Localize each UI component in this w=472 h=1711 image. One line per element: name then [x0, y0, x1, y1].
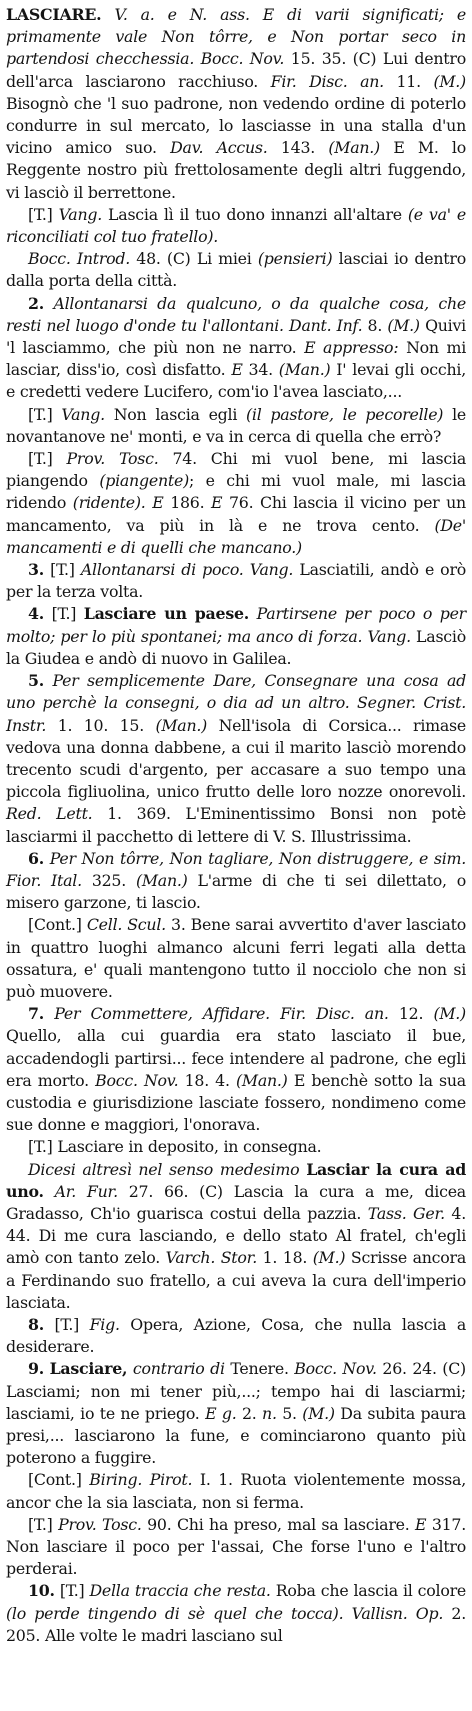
citation-ref: Dant. Inf.: [289, 315, 363, 335]
text: Lasciare in deposito, in consegna.: [57, 1137, 322, 1157]
sense-number: 3.: [28, 560, 44, 580]
sense-3: [6, 559, 466, 603]
gloss: E: [211, 493, 223, 513]
sense-10: [6, 1580, 466, 1647]
gloss: (pensieri): [257, 249, 333, 269]
citation-ref: Bocc. Nov.: [95, 1070, 179, 1090]
paragraph: [6, 1469, 466, 1513]
quote: 1. 369. L'Eminentissimo Bonsi non potè lasciarmi il pacchetto di lettere di V. S. Illustrissima.: [6, 804, 466, 846]
source-tag: [T.]: [28, 1137, 53, 1157]
quote: Lascia la cura a me, dicea Gradasso, Ch'io guarisca costui della pazzia.: [6, 1181, 466, 1223]
paragraph: [6, 248, 466, 292]
gloss: (e va' e riconciliati col tuo fratello).: [6, 204, 466, 247]
text: 1. 10. 15.: [57, 715, 144, 735]
gloss: (lo perde tingendo di sè quel che tocca).: [6, 1603, 344, 1623]
source-tag: (C): [352, 49, 377, 69]
paragraph: [6, 448, 466, 559]
gloss: n.: [262, 1403, 277, 1423]
text: 34.: [248, 360, 273, 380]
source-tag: [T.]: [50, 560, 75, 580]
text: 26. 24.: [382, 1359, 437, 1379]
sense-definition: contrario di: [132, 1359, 225, 1379]
sense-number: 2.: [28, 293, 44, 313]
citation-ref: Varch. Stor.: [165, 1248, 257, 1268]
gloss: E appresso:: [304, 338, 399, 358]
quote: 3. Bene sarai avvertito d'aver lasciato in quattro luoghi almanco alcuni ferri legati alla detta ossatura, e' quali mantengono tutto il nocciolo che non si può muovere.: [6, 915, 466, 1001]
citation-ref: Vang.: [61, 404, 105, 424]
source-tag: (M.): [387, 315, 420, 335]
headword: LASCIARE.: [6, 5, 102, 24]
quote: Lui dentro dell'arca lasciarono racchiuso.: [6, 49, 466, 91]
citation-ref: Ar. Fur.: [54, 1181, 118, 1201]
phrase: Lasciar la cura ad uno.: [6, 1159, 466, 1201]
source-tag: [T.]: [54, 1314, 80, 1334]
citation-ref: Vang.: [249, 560, 294, 580]
source-tag: (M.): [312, 1248, 346, 1268]
quote: Quivi 'l lasciammo, che più non ne narro.: [6, 315, 466, 358]
source-tag: [Cont.]: [28, 1470, 82, 1490]
source-tag: (Man.): [155, 715, 208, 735]
citation-ref: Segner. Crist. Instr.: [6, 693, 466, 735]
paragraph: [6, 1136, 466, 1158]
sense-definition: Partirsene per poco o per molto; per lo più spontanei; ma anco di forza.: [6, 604, 466, 646]
entry-definition-paragraph: [6, 4, 466, 204]
definition-intro: E di varii significati; e primamente vale Non tôrre, e Non portar seco in partendosi checchessia.: [6, 5, 466, 69]
source-tag: (M.): [433, 1004, 466, 1024]
sense-number: 9.: [28, 1359, 44, 1379]
text: 27. 66.: [128, 1181, 189, 1201]
quote: lasciai io dentro dalla porta della città.: [6, 249, 466, 291]
paragraph: [6, 914, 466, 1003]
source-tag: (Man.): [135, 870, 188, 890]
text: 8.: [367, 315, 383, 335]
citation-ref: Red. Lett.: [6, 804, 93, 824]
source-tag: [T.]: [28, 449, 53, 469]
quote: Nell'isola di Corsica... rimase vedova una donna dabbene, a cui il marito lasciò morendo trecento scudi d'argento, per accasare a suo tempo una piccola figliuolina, unico frutto delle loro nozze onorevoli.: [6, 715, 466, 802]
citation-ref: Bocc. Introd.: [28, 249, 131, 269]
sense-8: [6, 1314, 466, 1358]
citation-ref: Bocc. Nov.: [200, 49, 285, 69]
sense-definition: Per Commettere, Affidare.: [54, 1004, 270, 1024]
text: 5.: [282, 1403, 297, 1423]
sense-number: 6.: [28, 848, 44, 868]
source-tag: [T.]: [28, 404, 53, 424]
source-tag: [T.]: [28, 1514, 53, 1534]
quote: Bisognò che 'l suo padrone, non vedendo ordine di poterlo condurre in sul mercato, lo lasciasse in una stalla d'un vicino amico suo.: [6, 93, 466, 158]
text: 11.: [396, 71, 421, 91]
quote: 317. Non lasciare il poco per l'assai, Che forse l'uno e l'altro perderai.: [6, 1514, 466, 1579]
paragraph: [6, 404, 466, 448]
citation-ref: Fir. Disc. an.: [280, 1004, 389, 1024]
citation-ref: Vang.: [367, 626, 411, 646]
citation-ref: Biring. Pirot.: [89, 1470, 193, 1490]
source-tag: [T.]: [51, 604, 77, 624]
text: 48.: [136, 249, 161, 269]
sense-definition: Allontanarsi di poco.: [80, 560, 244, 580]
citation-ref: Vallisn. Op.: [351, 1603, 444, 1623]
quote: 4. 44. Di me cura lasciando, e dello stato Al fratel, ch'egli amò con tanto zelo.: [6, 1203, 466, 1268]
text: Opera, Azione, Cosa, che nulla lascia a desiderare.: [6, 1314, 466, 1357]
text: 12.: [398, 1004, 424, 1024]
text: 15. 35.: [290, 49, 347, 69]
gloss: (il pastore, le pecorelle): [246, 404, 444, 424]
quote: Li miei: [196, 249, 252, 269]
citation-ref: Dav. Accus.: [170, 138, 268, 158]
sense-4: [6, 603, 466, 670]
source-tag: (Man.): [278, 360, 331, 380]
citation-ref: Bocc. Nov.: [294, 1359, 377, 1379]
source-tag: (C): [199, 1181, 223, 1201]
quote: I' levai gli occhi, e credetti vedere Lucifero, com'io l'avea lasciato,...: [6, 360, 466, 402]
source-tag: (M.): [302, 1403, 335, 1423]
text: Tenere.: [230, 1359, 289, 1379]
quote: ; e chi mi vuol male, mi lascia ridendo: [6, 471, 466, 513]
source-tag: (Man.): [235, 1070, 288, 1090]
source-tag: [Cont.]: [28, 915, 82, 935]
citation-ref: Fior. Ital.: [6, 870, 82, 890]
paragraph: [6, 204, 466, 248]
quote: 74. Chi mi vuol bene, mi lascia piangendo: [6, 449, 466, 491]
quote: Lasciami; non mi tener più,...; tempo hai di lasciarmi; lasciami, io te ne priego.: [6, 1381, 466, 1423]
sense-number: 7.: [28, 1004, 44, 1024]
citation-ref: Fir. Disc. an.: [270, 71, 384, 91]
gloss: (ridente).: [72, 493, 146, 513]
quote: Lasciatili, andò e orò per la terza volta.: [6, 560, 467, 602]
text: 325.: [91, 870, 126, 890]
quote: E M. lo Reggente nostro più frettolosamente degli altri fuggendo, vi lasciò il berrettone.: [6, 138, 466, 202]
quote: 76. Chi lascia il vicino per un mancamento, va più in là e ne trova cento.: [6, 493, 466, 535]
text: 18. 4.: [184, 1070, 230, 1090]
quote: I. 1. Ruota violentemente mossa, ancor che la sia lasciata, non si ferma.: [6, 1470, 466, 1512]
quote: Lascia lì il tuo dono innanzi all'altare: [108, 204, 402, 224]
gloss: (De' mancamenti e di quelli che mancano.): [6, 515, 466, 557]
citation-ref: Vang.: [58, 204, 103, 224]
source-tag: (Man.): [328, 138, 380, 158]
phrase: Lasciare,: [49, 1359, 128, 1379]
quote: Quello, alla cui guardia era stato lasciato il bue, accadendogli partirsi... fece intendere al padrone, che egli era morto.: [6, 1026, 466, 1090]
source-tag: [T.]: [59, 1581, 85, 1601]
sense-number: 5.: [28, 671, 44, 691]
text: 143.: [280, 138, 316, 158]
gloss: Fig.: [89, 1314, 120, 1334]
sense-definition: Della traccia che resta.: [89, 1581, 271, 1601]
sense-5: [6, 670, 466, 848]
grammar-note: V. a. e N. ass.: [114, 5, 250, 24]
gloss: E: [231, 360, 243, 380]
quote: L'arme di che ti sei dilettato, o misero garzone, ti lascio.: [6, 870, 466, 913]
text: 2.: [241, 1403, 257, 1423]
text: 1. 18.: [262, 1248, 308, 1268]
text: 186.: [170, 493, 205, 513]
quote: Lasciò la Giudea e andò di nuovo in Galilea.: [6, 626, 466, 668]
quote: Non mi lasciar, diss'io, così disfatto.: [6, 338, 466, 380]
sense-number: 10.: [28, 1581, 55, 1601]
gloss: E: [152, 493, 164, 513]
quote: Da subita paura presi,... lasciarono la fune, e cominciarono quanto più poterono a fuggire.: [6, 1403, 466, 1468]
quote: Scrisse ancora a Ferdinando suo fratello, a cui aveva la cura dell'imperio lasciata.: [6, 1248, 466, 1312]
citation-ref: Tass. Ger.: [367, 1203, 445, 1223]
citation-ref: Prov. Tosc.: [66, 449, 159, 469]
sense-number: 8.: [28, 1314, 44, 1334]
gloss: E: [415, 1514, 427, 1534]
source-tag: [T.]: [28, 204, 53, 224]
source-tag: (C): [166, 249, 191, 269]
sense-9: [6, 1358, 466, 1469]
paragraph: [6, 1159, 466, 1314]
sense-2: [6, 293, 466, 404]
gloss: Dicesi altresì nel senso medesimo: [28, 1159, 300, 1179]
quote: E benchè sotto la sua custodia e giurisdizione lasciate fossero, nondimeno come sue donne e maggiori, l'onorava.: [6, 1070, 466, 1135]
phrase: Lasciare un paese.: [83, 604, 250, 624]
source-tag: (M.): [433, 71, 466, 91]
sense-7: [6, 1003, 466, 1136]
citation-ref: Cell. Scul.: [86, 915, 166, 935]
citation-ref: Prov. Tosc.: [58, 1514, 142, 1534]
quote: le novantanove ne' monti, e va in cerca di quella che errò?: [6, 404, 466, 446]
gloss: E g.: [205, 1403, 237, 1423]
paragraph: [6, 1514, 466, 1581]
sense-definition: Per semplicemente Dare, Consegnare una cosa ad uno perchè la consegni, o dia ad un altro.: [6, 671, 466, 713]
sense-6: [6, 848, 466, 915]
gloss: (piangente): [99, 471, 189, 491]
quote: 90. Chi ha preso, mal sa lasciare.: [147, 1514, 410, 1534]
sense-definition: Per Non tôrre, Non tagliare, Non distruggere, e sim.: [49, 848, 466, 868]
quote: 2. 205. Alle volte le madri lasciano sul: [6, 1603, 466, 1645]
sense-definition: Allontanarsi da qualcuno, o da qualche cosa, che resti nel luogo d'onde tu l'allontani.: [6, 293, 466, 335]
quote: Roba che lascia il colore: [275, 1581, 466, 1601]
source-tag: (C): [442, 1359, 466, 1379]
sense-number: 4.: [28, 604, 44, 624]
quote: Non lascia egli: [113, 404, 238, 424]
